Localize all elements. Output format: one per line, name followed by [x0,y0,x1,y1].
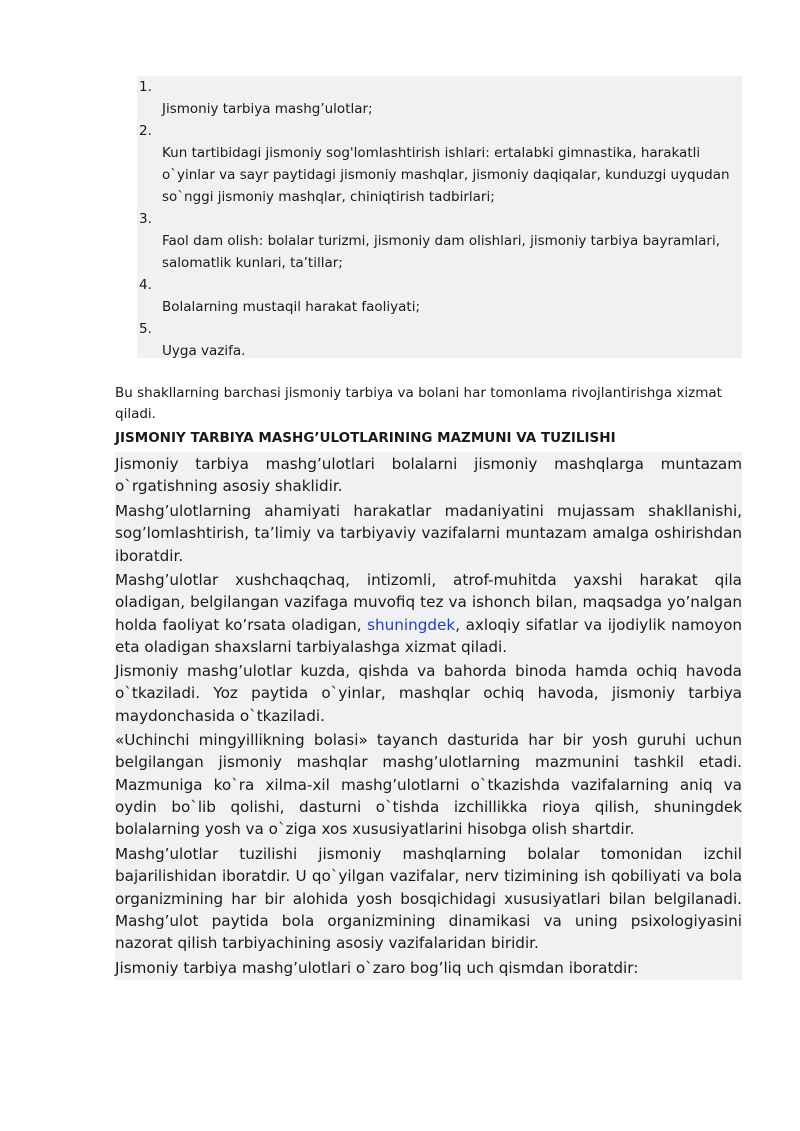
summary-text: Bu shakllarning barchasi jismoniy tarbiya va bolani har tomonlama rivojlantirishga xizmat qiladi. [115,385,722,422]
paragraph-6: Mashg’ulotlar tuzilishi jismoniy mashqlarning bolalar tomonidan izchil bajarilishidan iboratdir. U qo`yilgan vazifalar, nerv tizimining ish qobiliyati va bola organizmining har bir alohida yosh bosqichidagi xususiyatlari bilan belgilanadi. Mashg’ulot paytida bola organizmining dinamikasi va uning psixologiyasini nazorat qilish tarbiyachining asosiy vazifalaridan biridir. [115,845,742,953]
list-number: 4. [139,277,152,293]
list-item-text: Jismoniy tarbiya mashg’ulotlar; [162,101,373,117]
paragraph-3-end: , axloqiy sifatlar va ijodiylik namoyon eta oladigan shaxslarni tarbiyalashga xizmat qiladi. [115,615,742,656]
list-number: 3. [139,211,152,227]
paragraph-3 [115,569,742,658]
list-number: 5. [139,321,152,337]
paragraph-5: «Uchinchi mingyillikning bolasi» tayanch dasturida har bir yosh guruhi uchun belgilangan jismoniy mashqlar mashg’ulotlarning mazmunini tashkil etadi. Mazmuniga ko`ra xilma-xil mashg’ulotlarni o`tkazishda vazifalarning aniq va oydin bo`lib qolishi, dasturni o`tishda izchillikka rioya qilish, shuningdek bolalarning yosh va o`ziga xos xususiyatlarini hisobga olish shartdir. [115,731,742,839]
list-item-text: Bolalarning mustaqil harakat faoliyati; [162,299,421,315]
list-number: 1. [139,79,152,95]
shuningdek-link[interactable]: shuningdek [367,615,456,634]
list-item-text: Faol dam olish: bolalar turizmi, jismoniy dam olishlari, jismoniy tarbiya bayramlari, salomatlik kunlari, ta’tillar; [162,233,721,271]
paragraph-3-start: Mashg’ulotlar xushchaqchaq, intizomli, atrof-muhitda yaxshi harakat qila oladigan, belgilangan vazifaga muvofiq tez va ishonch bilan, maqsadga yo’nalgan holda faoliyat ko’rsata oladigan, [115,571,742,634]
paragraph-1: Jismoniy tarbiya mashg’ulotlari bolalarni jismoniy mashqlarga muntazam o`rgatishning asosiy shaklidir. [115,455,742,496]
list-item-text: Kun tartibidagi jismoniy sog'lomlashtirish ishlari: ertalabki gimnastika, harakatli o`yinlar va sayr paytidagi jismoniy mashqlar, jismoniy daqiqalar, kunduzgi uyqudan so`nggi jismoniy mashqlar, chiniqtirish tadbirlari; [162,145,730,205]
section-heading: JISMONIY TARBIYA MASHG’ULOTLARINING MAZMUNI VA TUZILISHI [115,430,616,446]
list-number: 2. [139,123,152,139]
paragraph-2: Mashg’ulotlarning ahamiyati harakatlar madaniyatini mujassam shakllanishi, sog’lomlashtirish, ta’limiy va tarbiyaviy vazifalarni muntazam amalga oshirishdan iboratdir. [115,502,742,565]
list-item-text: Uyga vazifa. [162,343,246,359]
paragraph-7: Jismoniy tarbiya mashg’ulotlari o`zaro bog’liq uch qismdan iboratdir: [115,959,639,977]
numbered-list [137,76,742,358]
paragraph-4: Jismoniy mashg’ulotlar kuzda, qishda va bahorda binoda hamda ochiq havoda o`tkaziladi. Yoz paytida o`yinlar, mashqlar ochiq havoda, jismoniy tarbiya maydonchasida o`tkaziladi. [115,662,742,725]
